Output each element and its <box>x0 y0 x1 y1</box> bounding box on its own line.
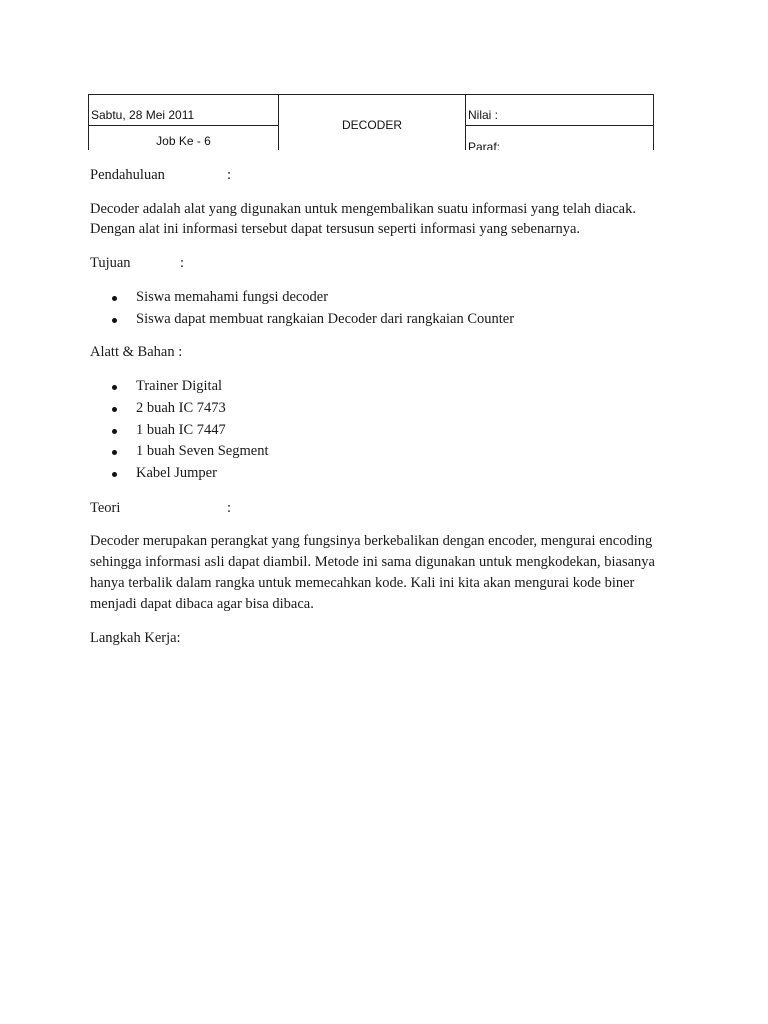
paragraph-pendahuluan-line-1: Decoder adalah alat yang digunakan untuk mengembalikan suatu informasi yang telah diacak. <box>90 201 636 217</box>
heading-label: Tujuan <box>90 255 131 271</box>
heading-alat-bahan: Alatt & Bahan : <box>90 344 183 360</box>
paragraph-teori-line-2: sehingga informasi asli dapat diambil. Metode ini sama digunakan untuk mengkodekan, biasanya <box>90 554 655 570</box>
heading-colon: : <box>180 255 185 271</box>
heading-teori <box>90 498 232 519</box>
heading-label: Pendahuluan <box>90 167 165 183</box>
heading-colon: : <box>227 500 232 516</box>
nilai-label: Nilai : <box>468 108 499 122</box>
heading-langkah-kerja: Langkah Kerja: <box>90 630 181 646</box>
job-number: Job Ke - 6 <box>156 134 211 148</box>
list-item: Siswa memahami fungsi decoder <box>112 287 514 309</box>
document-title: DECODER <box>341 118 402 132</box>
heading-pendahuluan <box>90 165 232 186</box>
paragraph-teori-line-1: Decoder merupakan perangkat yang fungsinya berkebalikan dengan encoder, mengurai encoding <box>90 533 653 549</box>
heading-colon: : <box>227 167 232 183</box>
paragraph-teori-line-3: hanya terbalik dalam rangka untuk memecahkan kode. Kali ini kita akan mengurai kode biner <box>90 575 635 591</box>
list-item: Siswa dapat membuat rangkaian Decoder dari rangkaian Counter <box>112 309 514 331</box>
header-col-right <box>466 95 653 150</box>
header-table <box>88 94 654 150</box>
paraf-cell <box>466 126 653 150</box>
job-cell <box>89 126 278 150</box>
tujuan-list <box>112 287 514 331</box>
paraf-label: Paraf: <box>468 140 501 150</box>
heading-label: Teori <box>90 500 121 516</box>
list-item: Kabel Jumper <box>112 463 269 485</box>
paragraph-teori-line-4: menjadi dapat dibaca agar bisa dibaca. <box>90 596 314 612</box>
paragraph-pendahuluan-line-2: Dengan alat ini informasi tersebut dapat tersusun seperti informasi yang sebenarnya. <box>90 221 581 237</box>
nilai-cell <box>466 95 653 126</box>
heading-tujuan <box>90 253 185 274</box>
date-text: Sabtu, 28 Mei 2011 <box>91 108 195 122</box>
list-item: 1 buah IC 7447 <box>112 420 269 442</box>
list-item: 1 buah Seven Segment <box>112 441 269 463</box>
header-col-left <box>89 95 279 150</box>
header-col-title <box>279 95 466 150</box>
date-cell <box>89 95 278 126</box>
alat-bahan-list <box>112 376 269 485</box>
list-item: Trainer Digital <box>112 376 269 398</box>
list-item: 2 buah IC 7473 <box>112 398 269 420</box>
